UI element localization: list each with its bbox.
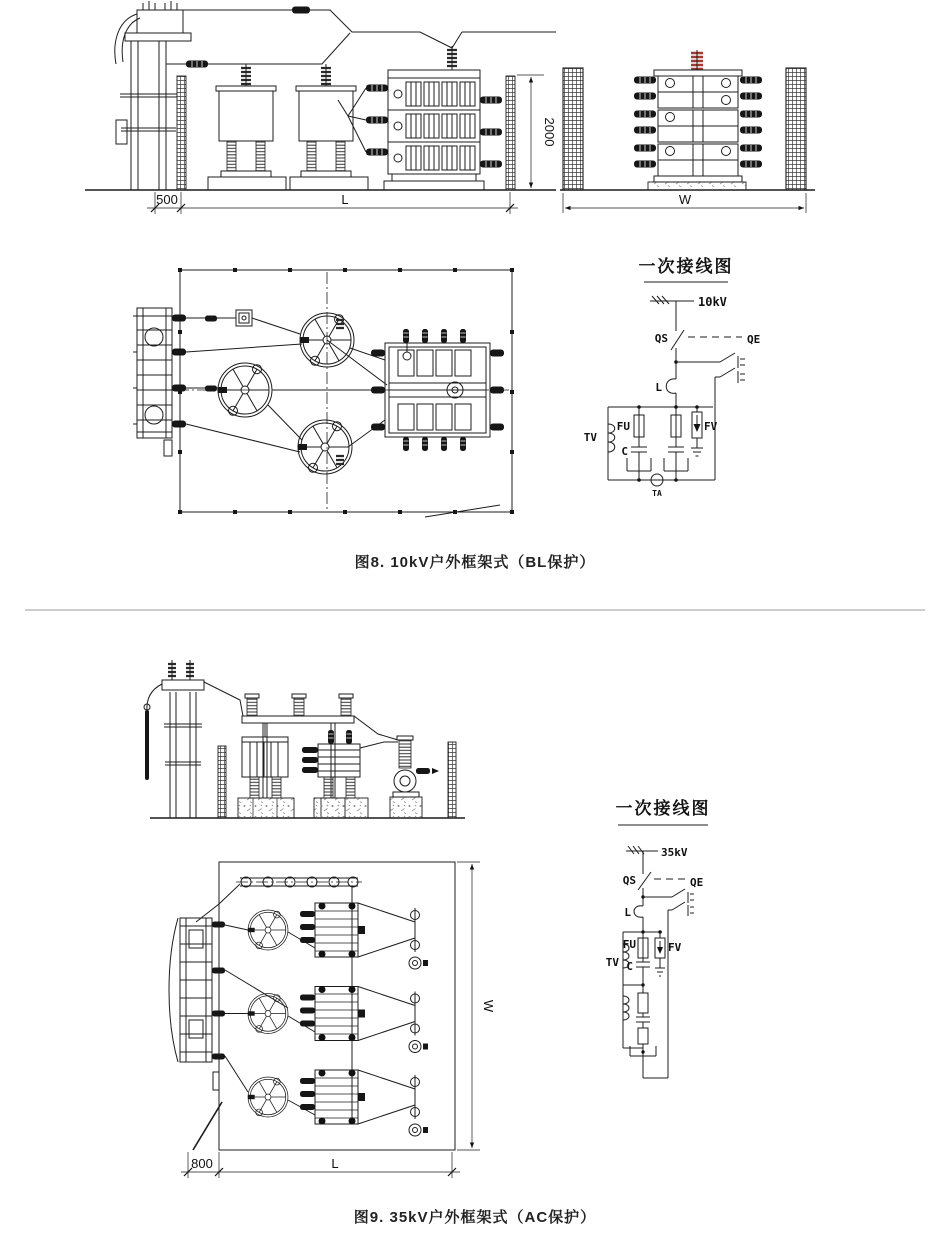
capacitor-bank-circuit [584,405,718,498]
qe-label: QE [747,333,761,346]
earthing-switches [674,353,745,480]
phase-row-2 [225,970,428,1053]
tv-label: TV [605,956,619,969]
figure8-elevation-view [0,0,950,240]
fv-label: FV [668,941,682,954]
capacitor-stack-side-view [563,50,806,190]
qe-label: QE [690,876,704,889]
voltage-label: 35kV [661,846,688,859]
incoming-line [650,295,727,331]
plan-conductors [252,318,387,447]
tower-rack-plan [169,918,225,1062]
capacitor-bank-plan [371,329,504,451]
dim-label-L: L [331,1156,339,1171]
leader-line [425,505,500,517]
border-ticks [178,268,514,514]
dim-2000 [517,75,557,188]
tank-foundation-2 [290,177,368,190]
dim-500-L [147,192,518,214]
schematic-title: 一次接线图 [638,257,734,276]
current-transformer [390,736,439,818]
figure8-plan-view [120,255,530,525]
terminal-tower [144,660,243,818]
capacitor-unit [302,716,398,818]
phase-row-1 [225,903,428,970]
leader-line [193,1102,222,1150]
fv-label: FV [704,420,718,433]
fan-wheel [298,420,352,474]
qs-label: QS [654,332,668,345]
phase-row-3 [225,1056,428,1136]
disconnector-QS [655,330,761,362]
tv-label: TV [583,431,597,444]
dim-label-2000: 2000 [542,117,557,147]
fence-panel [506,76,515,190]
dim-W [457,862,496,1150]
capacitor-bank-circuit [606,930,682,1078]
fu-label: FU [622,938,636,951]
capacitor-rack-front [366,46,502,190]
schematic-title: 一次接线图 [615,799,711,818]
voltage-label: 10kV [698,295,727,309]
reactor-L [624,897,643,932]
gate-mark [213,1072,219,1090]
tank-foundation-1 [208,177,286,190]
fu-label: FU [616,420,630,433]
l-label: L [655,381,662,394]
reactor-L [655,362,676,407]
incoming-line [626,846,688,874]
dim-W [563,192,806,213]
dim-label-W: W [678,192,692,207]
figure9-plan-view [150,845,500,1190]
section-divider [25,609,925,611]
earthing-switches [641,889,694,1078]
figure9-schematic [590,790,810,1100]
c-label: C [626,960,633,973]
ta-label: TA [652,489,662,498]
figure9-elevation-view [140,655,480,845]
fence-panel [177,76,186,190]
qs-label: QS [622,874,636,887]
dim-label-W: W [481,999,496,1013]
l-label: L [624,906,631,919]
capacitor-tank-2 [296,66,356,177]
rack-arms [172,315,302,453]
insulator-beads [336,320,344,464]
dim-label-L: L [341,192,349,207]
dim-label-500: 500 [156,192,178,207]
junction-box [236,310,252,326]
dim-label-800: 800 [191,1156,213,1171]
disconnector-QS [623,872,704,897]
fence-panel [218,746,226,818]
figure8-schematic [583,250,830,515]
dim-800-L [181,1152,460,1178]
c-label: C [621,445,628,458]
terminal-tower [115,1,208,190]
capacitor-tank-1 [216,66,276,177]
fence-panel [448,742,456,818]
tower-rack-plan [133,308,172,438]
figure8-caption: 图8. 10kV户外框架式（BL保护） [354,554,596,571]
figure9-caption: 图9. 35kV户外框架式（AC保护） [353,1209,597,1226]
